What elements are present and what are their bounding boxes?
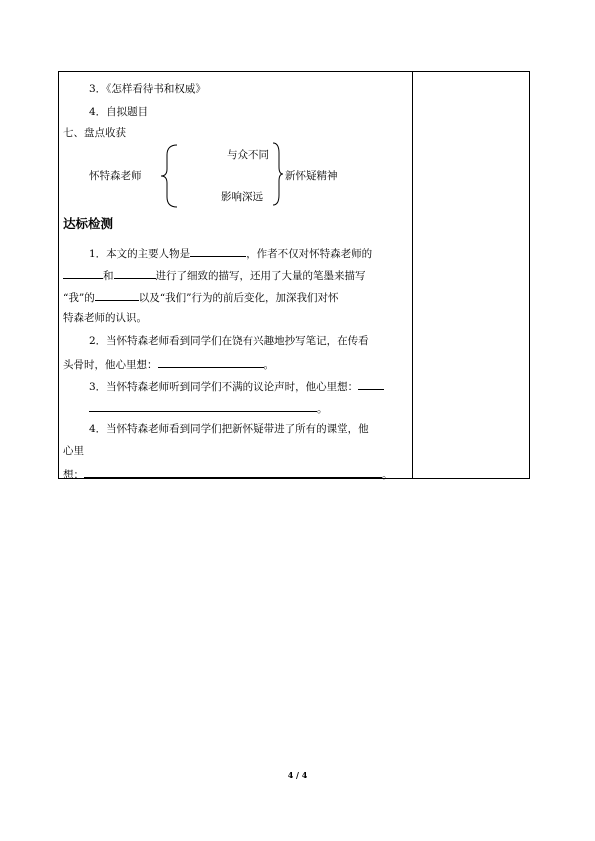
exercise-heading: 达标检测	[63, 216, 114, 231]
q4-line3: 想： 。	[63, 466, 393, 482]
brace-center-label: 怀特森老师	[89, 170, 142, 182]
outline-item-3: 3．《怎样看待书和权威》	[89, 83, 206, 95]
q1-blank-1[interactable]	[190, 245, 246, 257]
worksheet-table	[58, 71, 530, 479]
q3-blank-1[interactable]	[358, 378, 384, 390]
page-number: 4 / 4	[287, 770, 308, 780]
left-brace-icon	[159, 143, 179, 209]
q4-line2: 心里	[63, 445, 84, 457]
q1-blank-4[interactable]	[95, 289, 139, 301]
section-7-heading: 七、盘点收获	[63, 127, 126, 139]
q4-answer-blank[interactable]	[84, 466, 382, 478]
branch-bottom: 影响深远	[221, 191, 263, 203]
q1-line3: “我”的 以及“我们”行为的前后变化，加深我们对怀	[63, 289, 339, 305]
right-brace-icon	[271, 141, 285, 207]
q1-line4: 特森老师的认识。	[63, 312, 147, 324]
q2-line2: 头骨时，他心里想： 。	[63, 356, 274, 372]
q3-line1: 3．当怀特森老师听到同学们不满的议论声时，他心里想：	[89, 378, 384, 394]
q1-line2: 和 进行了细致的描写，还用了大量的笔墨来描写	[63, 267, 366, 283]
q2-answer-blank[interactable]	[158, 356, 264, 368]
q3-line2: 。	[89, 400, 328, 416]
q1-blank-2[interactable]	[63, 267, 103, 279]
q1-blank-3[interactable]	[114, 267, 156, 279]
column-divider	[412, 72, 413, 478]
outline-item-4: 4．自拟题目	[89, 106, 149, 118]
q1-line1: 1．本文的主要人物是 ，作者不仅对怀特森老师的	[89, 245, 372, 261]
brace-result-label: 新怀疑精神	[285, 170, 338, 182]
q3-blank-2[interactable]	[89, 400, 317, 412]
branch-top: 与众不同	[227, 149, 269, 161]
q4-line1: 4．当怀特森老师看到同学们把新怀疑带进了所有的课堂，他	[89, 423, 369, 435]
q2-line1: 2．当怀特森老师看到同学们在饶有兴趣地抄写笔记，在传看	[89, 335, 369, 347]
